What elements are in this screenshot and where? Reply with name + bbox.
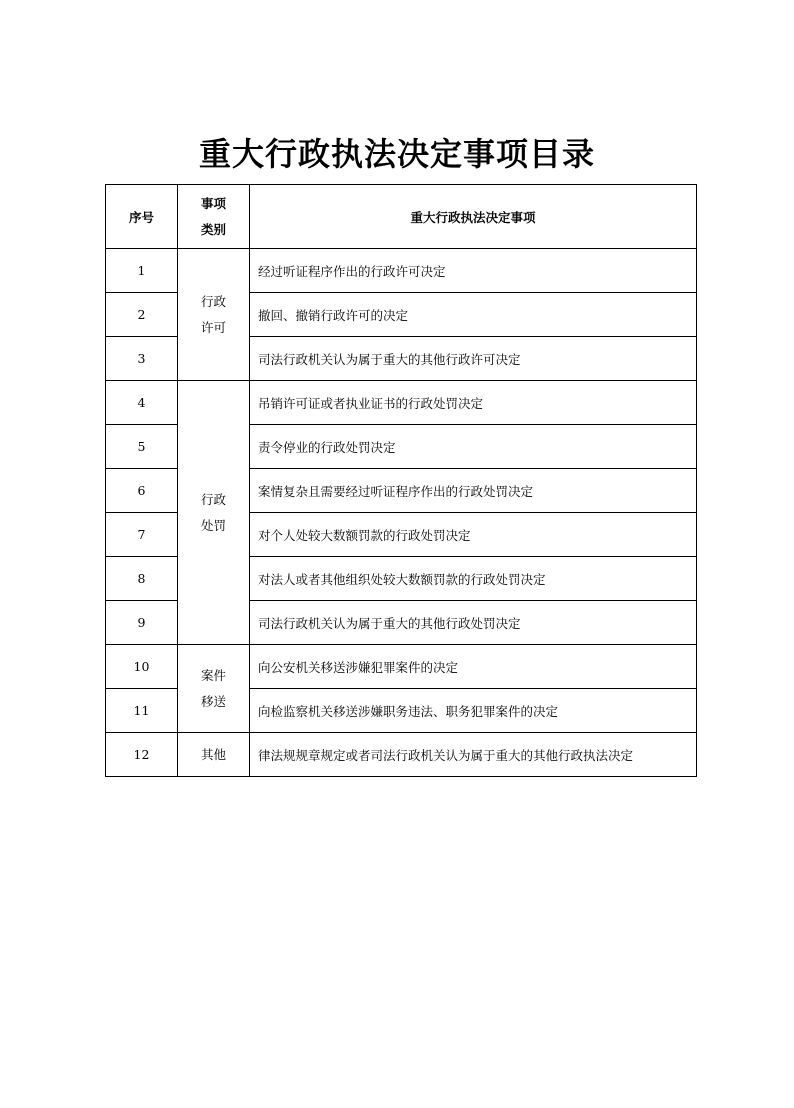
category-cell-transfer xyxy=(178,645,250,733)
row-no: 7 xyxy=(106,513,178,557)
header-item: 重大行政执法决定事项 xyxy=(250,185,697,249)
header-category-line1: 事项 xyxy=(200,195,226,211)
header-no: 序号 xyxy=(106,185,178,249)
category-cell-penalty xyxy=(178,381,250,645)
row-item: 撤回、撤销行政许可的决定 xyxy=(250,293,697,337)
row-no: 6 xyxy=(106,469,178,513)
category-line2: 许可 xyxy=(200,319,226,335)
category-line1: 案件 xyxy=(200,667,226,683)
row-item: 律法规规章规定或者司法行政机关认为属于重大的其他行政执法决定 xyxy=(250,733,697,777)
category-line1: 行政 xyxy=(200,293,226,309)
row-item: 对法人或者其他组织处较大数额罚款的行政处罚决定 xyxy=(250,557,697,601)
row-no: 3 xyxy=(106,337,178,381)
row-no: 1 xyxy=(106,249,178,293)
catalog-table xyxy=(105,184,697,777)
category-line2: 处罚 xyxy=(200,517,226,533)
table-row xyxy=(106,249,697,293)
table-row xyxy=(106,381,697,425)
row-no: 2 xyxy=(106,293,178,337)
row-no: 11 xyxy=(106,689,178,733)
row-no: 12 xyxy=(106,733,178,777)
header-category-line2: 类别 xyxy=(200,221,226,237)
row-item: 向检监察机关移送涉嫌职务违法、职务犯罪案件的决定 xyxy=(250,689,697,733)
row-item: 司法行政机关认为属于重大的其他行政许可决定 xyxy=(250,337,697,381)
category-cell-other: 其他 xyxy=(178,733,250,777)
row-no: 9 xyxy=(106,601,178,645)
table-header-row xyxy=(106,185,697,249)
table-row xyxy=(106,645,697,689)
row-no: 10 xyxy=(106,645,178,689)
category-cell-license xyxy=(178,249,250,381)
header-category xyxy=(178,185,250,249)
document-title: 重大行政执法决定事项目录 xyxy=(198,135,595,173)
row-item: 吊销许可证或者执业证书的行政处罚决定 xyxy=(250,381,697,425)
row-no: 5 xyxy=(106,425,178,469)
row-item: 向公安机关移送涉嫌犯罪案件的决定 xyxy=(250,645,697,689)
row-item: 司法行政机关认为属于重大的其他行政处罚决定 xyxy=(250,601,697,645)
row-item: 责令停业的行政处罚决定 xyxy=(250,425,697,469)
table-row xyxy=(106,733,697,777)
row-item: 经过听证程序作出的行政许可决定 xyxy=(250,249,697,293)
row-item: 对个人处较大数额罚款的行政处罚决定 xyxy=(250,513,697,557)
category-line1: 行政 xyxy=(200,491,226,507)
category-line2: 移送 xyxy=(200,693,226,709)
row-no: 8 xyxy=(106,557,178,601)
row-item: 案情复杂且需要经过听证程序作出的行政处罚决定 xyxy=(250,469,697,513)
row-no: 4 xyxy=(106,381,178,425)
